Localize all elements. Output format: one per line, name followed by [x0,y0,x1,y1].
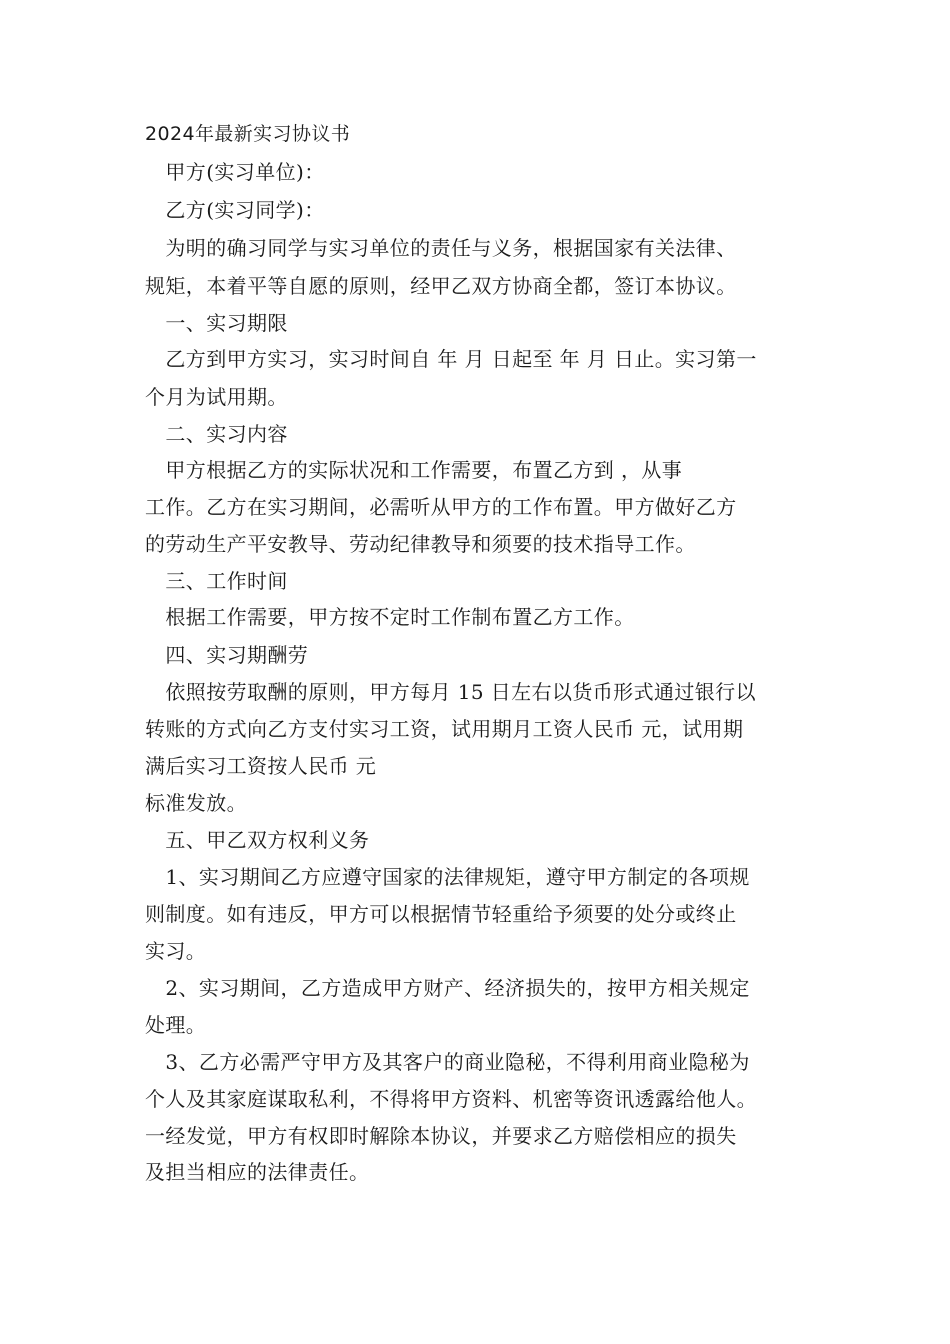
section-heading: 四、实习期酬劳 [145,643,309,667]
paragraph-line: 标准发放。 [145,791,247,815]
document-title: 2024年最新实习协议书 [145,123,351,145]
paragraph-line: 的劳动生产平安教导、劳动纪律教导和须要的技术指导工作。 [145,532,696,556]
paragraph-line: 及担当相应的法律责任。 [145,1160,370,1184]
paragraph-line: 处理。 [145,1013,207,1037]
section-heading: 三、工作时间 [145,569,288,593]
paragraph-line: 规矩，本着平等自愿的原则，经甲乙双方协商全都，签订本协议。 [145,274,737,298]
section-heading: 一、实习期限 [145,311,288,335]
paragraph-line: 个人及其家庭谋取私利，不得将甲方资料、机密等资讯透露给他人。 [145,1087,757,1111]
paragraph-line: 根据工作需要，甲方按不定时工作制布置乙方工作。 [145,605,635,629]
paragraph-line: 乙方到甲方实习，实习时间自 年 月 日起至 年 月 日止。实习第一 [145,347,757,371]
party-b-line: 乙方(实习同学)： [145,198,325,222]
paragraph-line: 3、乙方必需严守甲方及其客户的商业隐秘，不得利用商业隐秘为 [145,1050,750,1074]
paragraph-line: 工作。乙方在实习期间，必需听从甲方的工作布置。甲方做好乙方 [145,495,737,519]
paragraph-line: 2、实习期间，乙方造成甲方财产、经济损失的，按甲方相关规定 [145,976,750,1000]
paragraph-line: 实习。 [145,939,207,963]
paragraph-line: 甲方根据乙方的实际状况和工作需要，布置乙方到 ，从事 [145,458,683,482]
paragraph-line: 满后实习工资按人民币 元 [145,754,377,778]
section-heading: 五、甲乙双方权利义务 [145,828,370,852]
paragraph-line: 一经发觉，甲方有权即时解除本协议，并要求乙方赔偿相应的损失 [145,1124,737,1148]
paragraph-line: 1、实习期间乙方应遵守国家的法律规矩，遵守甲方制定的各项规 [145,865,750,889]
paragraph-line: 个月为试用期。 [145,385,288,409]
paragraph-line: 依照按劳取酬的原则，甲方每月 15 日左右以货币形式通过银行以 [145,680,756,704]
section-heading: 二、实习内容 [145,422,288,446]
paragraph-line: 则制度。如有违反，甲方可以根据情节轻重给予须要的处分或终止 [145,902,737,926]
party-a-line: 甲方(实习单位)： [145,160,325,184]
paragraph-line: 转账的方式向乙方支付实习工资，试用期月工资人民币 元，试用期 [145,717,744,741]
paragraph-line: 为明的确习同学与实习单位的责任与义务，根据国家有关法律、 [145,236,737,260]
